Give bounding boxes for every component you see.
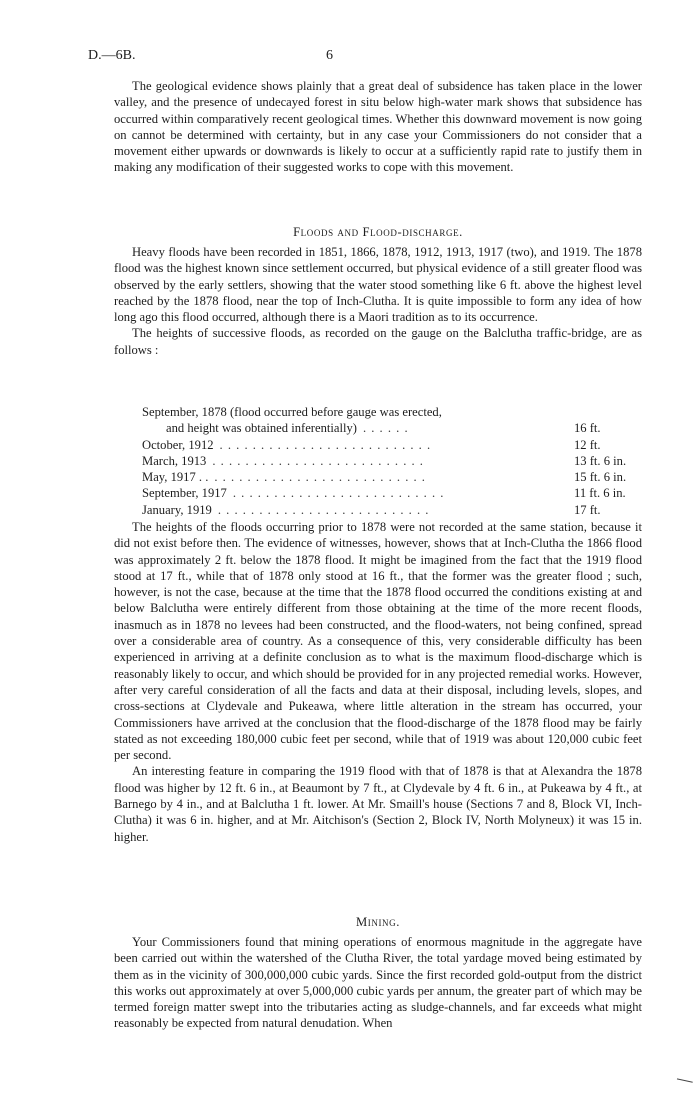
flood-height (442, 404, 502, 420)
table-row (142, 502, 634, 518)
flood-date: May, 1917 . . (142, 470, 209, 485)
table-row (142, 469, 634, 485)
heading-floods: Floods and Flood-discharge. (293, 225, 463, 239)
flood-height: 13 ft. 6 in. (574, 453, 627, 468)
table-row (142, 420, 634, 436)
flood-height: 11 ft. 6 in. (574, 486, 626, 501)
flood-height: 16 ft. (574, 421, 601, 436)
table-row (142, 437, 634, 453)
leader-dots: . . . . . . . . . . . . . . . . . . . . . . . . . . (217, 502, 430, 517)
leader-dots: . . . . . . (362, 421, 409, 436)
leader-dots: . . . . . . . . . . . . . . . . . . . . . . . . . . (214, 470, 426, 485)
flood-heights-table (142, 404, 634, 518)
geology-section (114, 78, 642, 176)
flood-date: September, 1878 (flood occurred before gauge was erected, (142, 405, 442, 419)
paragraph: Heavy floods have been recorded in 1851, 1866, 1878, 1912, 1913, 1917 (two), and 1919. The 1878 flood was the highest known since settlement occurred, but physical evidence of a still greater flood was observed by the early settlers, showing that the water stood something like 6 ft. above the highest level reached by the 1878 flood, near the top of Inch-Clutha. It is quite impossible to form any idea of how long ago this flood occurred, although there is a Maori tradition as to its occurrence. (114, 245, 642, 325)
leader-dots: . . . . . . . . . . . . . . . . . . . . . . . . . . (212, 453, 424, 468)
mining-section (114, 934, 642, 1032)
table-row (142, 485, 634, 501)
table-row (142, 404, 634, 420)
paragraph: Your Commissioners found that mining operations of enormous magnitude in the aggregate have been carried out within the watershed of the Clutha River, the total yardage moved being estimated by them as in the vicinity of 300,000,000 cubic yards. Since the first recorded gold-output from the district this works out approximately at over 5,000,000 cubic yards per annum, the greater part of which may be termed foreign matter swept into the tributaries acting as sludge-channels, and far exceeds what might reasonably be expected from natural denudation. When (114, 935, 642, 1031)
flood-date: September, 1917 (142, 486, 227, 501)
leader-dots: . . . . . . . . . . . . . . . . . . . . . . . . . . (219, 437, 432, 452)
leader-dots: . . . . . . . . . . . . . . . . . . . . . . . . . . (232, 486, 445, 501)
flood-date: March, 1913 (142, 453, 207, 468)
paragraph: The heights of the floods occurring prior to 1878 were not recorded at the same station, because it did not exist before then. The evidence of witnesses, however, shows that at Inch-Clutha the 1866 flood was approximately 2 ft. below the 1878 flood. It might be imagined from the fact that the 1919 flood stood at 17 ft., while that of 1878 only stood at 16 ft., that the former was the greater flood ; such, however, is not the case, because at the time that the 1878 flood occurred the conditions existing at and below Balclutha were entirely different from those obtaining at the time of the more recent floods, inasmuch as in 1878 no levees had been constructed, and the flood-waters, not being confined, spread over a considerable area of country. As a consequence of this, very considerable difficulty has been experienced in arriving at a definite conclusion as to what is the maximum flood-discharge which is reasonably likely to occur, and which should be provided for in any projected remedial works. However, after very careful consideration of all the facts and data at their disposal, including levels, slopes, and cross-sections at Clydevale and Pukeawa, where little alteration in the stream has occurred, your Commissioners have arrived at the conclusion that the flood-discharge of the 1878 flood may be fairly stated as not exceeding 180,000 cubic feet per second, while that of 1919 was about 120,000 cubic feet per second. (114, 520, 642, 763)
paragraph: An interesting feature in comparing the 1919 flood with that of 1878 is that at Alexandra the 1878 flood was higher by 12 ft. 6 in., at Beaumont by 7 ft., at Clydevale by 4 ft. 6 in., at Pukeawa by 4 ft., at Barnego by 4 in., and at Balclutha 1 ft. lower. At Mr. Smaill's house (Sections 7 and 8, Block VI, Inch-Clutha) it was 6 in. higher, and at Mr. Aitchison's (Section 2, Block IV, North Molyneux) it was 15 in. higher. (114, 764, 642, 844)
flood-height: 12 ft. (574, 437, 601, 452)
margin-mark (675, 1078, 693, 1090)
page-number: 6 (326, 48, 333, 63)
paragraph: The heights of successive floods, as recorded on the gauge on the Balclutha traffic-bridge, are as follows : (114, 326, 642, 357)
flood-date: January, 1919 (142, 502, 212, 517)
document-code: D.—6B. (88, 48, 136, 63)
flood-date: October, 1912 (142, 437, 214, 452)
table-row (142, 453, 634, 469)
flood-date: and height was obtained inferentially) (166, 421, 357, 436)
floods-intro-section (114, 244, 642, 358)
paragraph: The geological evidence shows plainly that a great deal of subsidence has taken place in the lower valley, and the presence of undecayed forest in situ below high-water mark shows that subsidence has occurred within comparatively recent geological times. Whether this downward movement is now going on cannot be determined with certainty, but in any case your Commissioners do not consider that a movement either upwards or downwards is likely to occur at a sufficiently rapid rate to justify them in making any modification of their suggested works to cope with this movement. (114, 79, 642, 175)
flood-height: 15 ft. 6 in. (574, 470, 627, 485)
flood-height: 17 ft. (574, 502, 601, 517)
heading-mining: Mining. (355, 915, 401, 929)
floods-discussion-section (114, 519, 642, 845)
